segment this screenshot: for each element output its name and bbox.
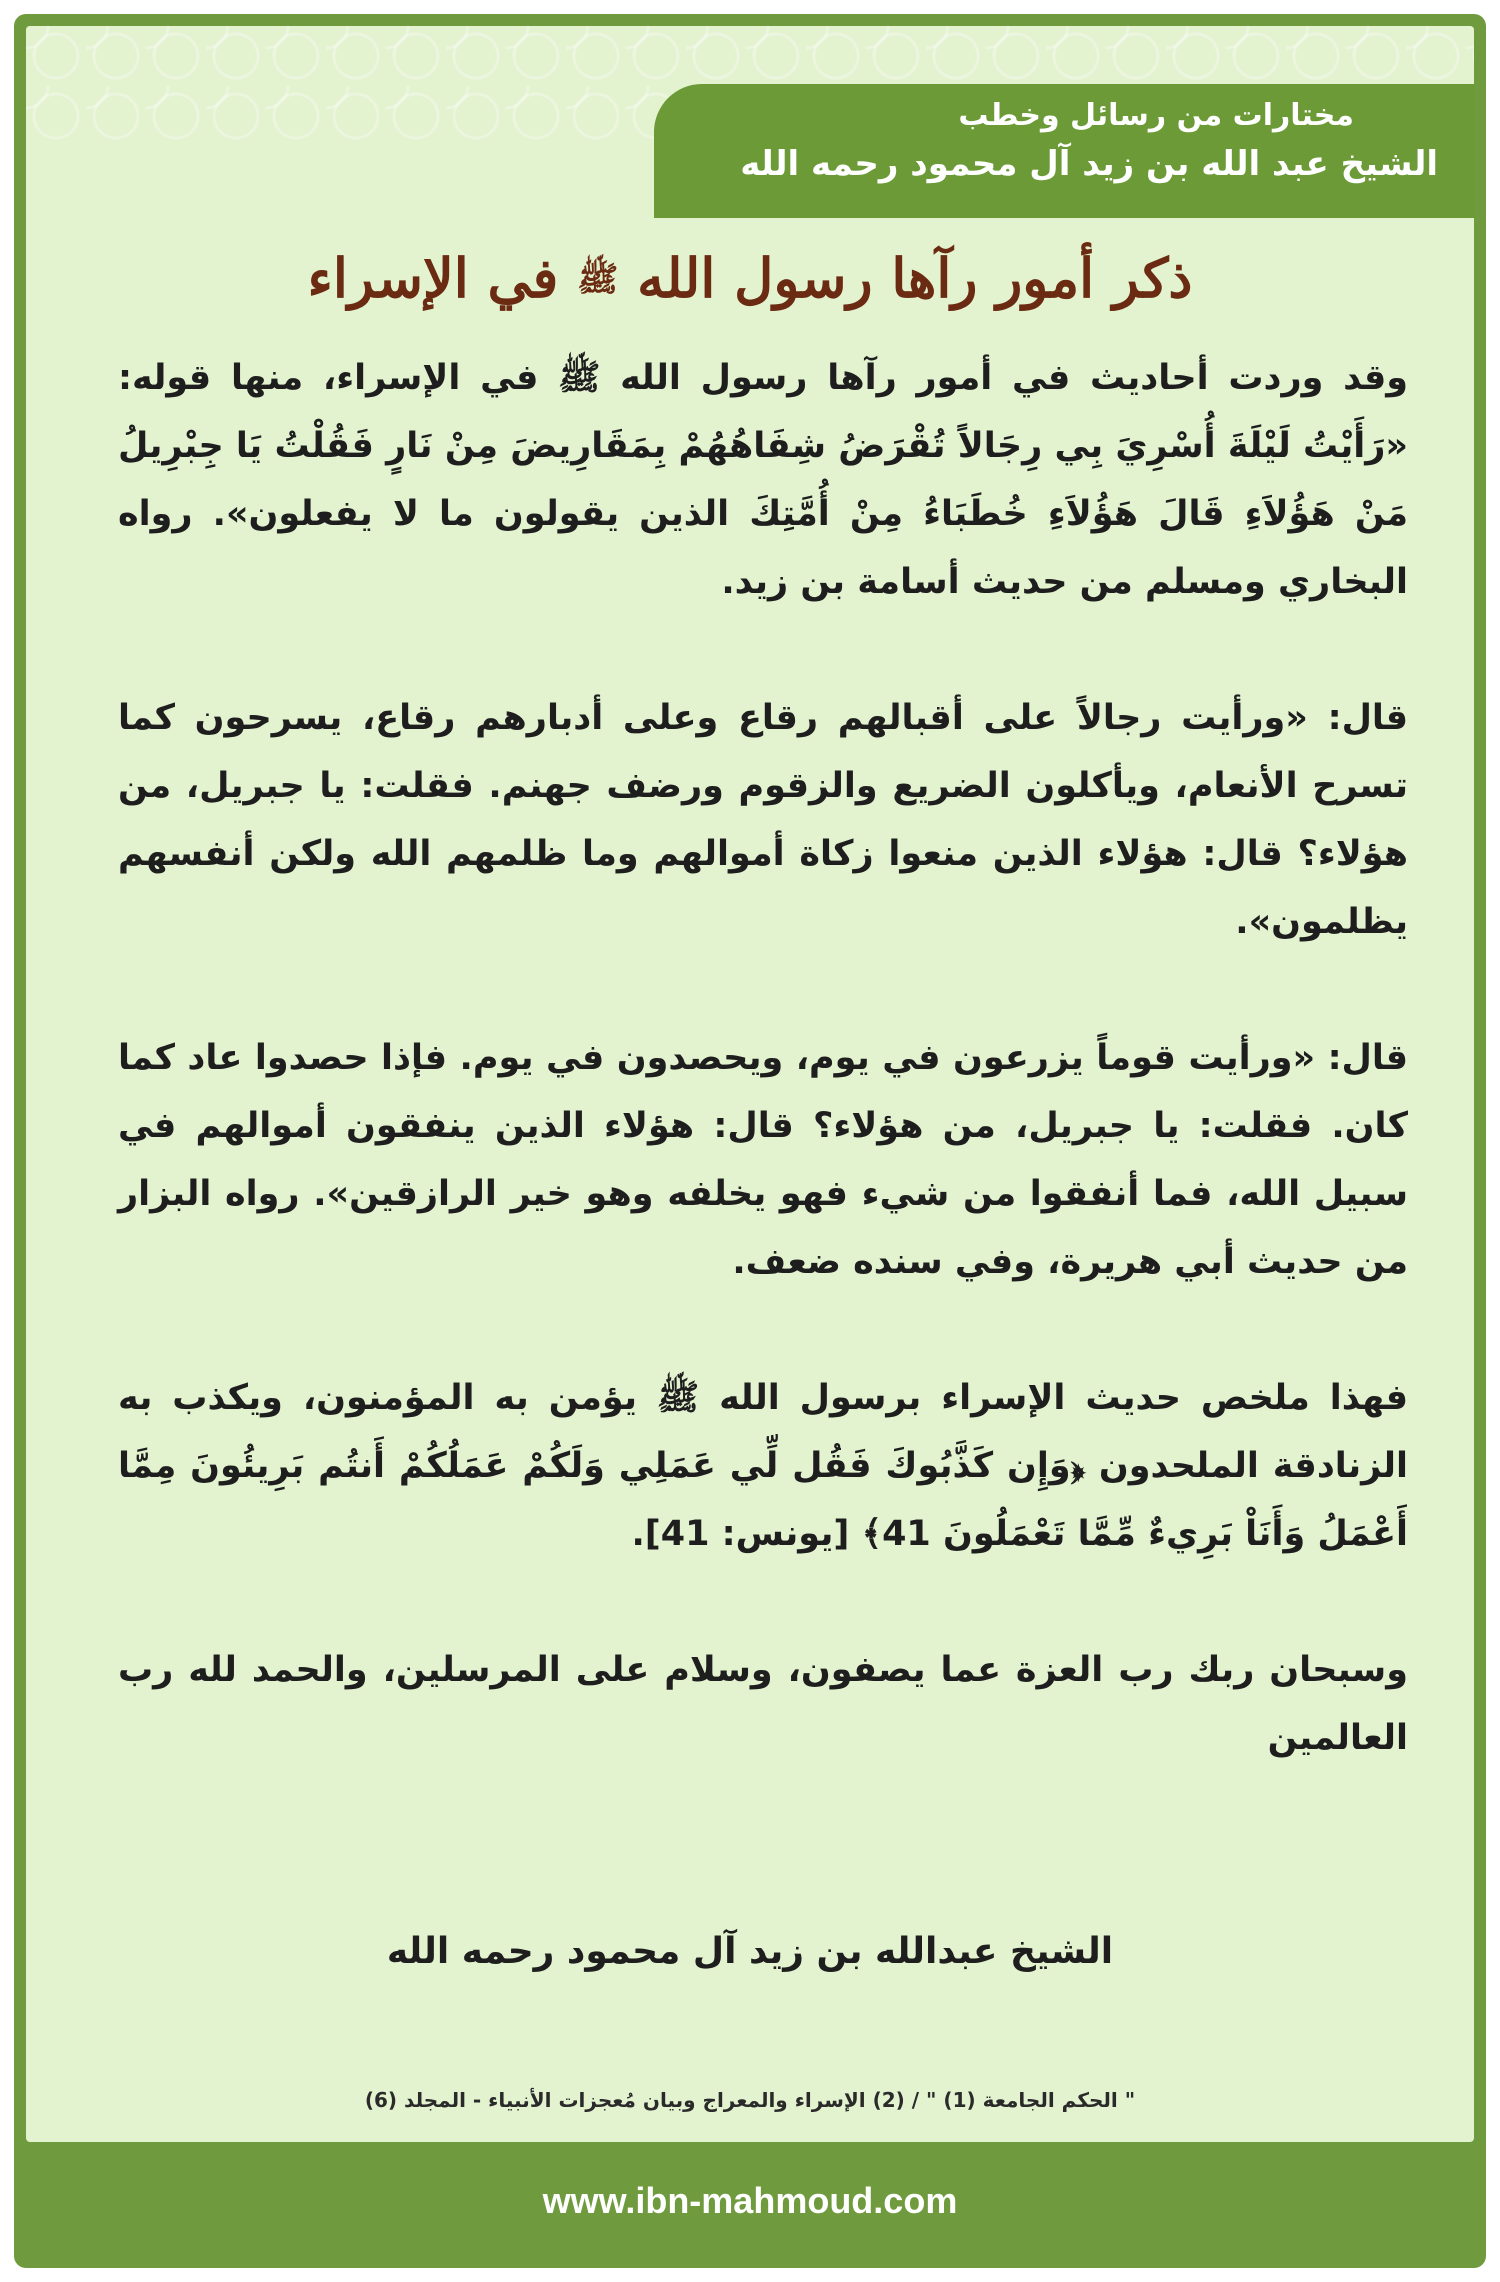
author-signature: الشيخ عبدالله بن زيد آل محمود رحمه الله (386, 1931, 1114, 1972)
series-author: الشيخ عبد الله بن زيد آل محمود رحمه الله (740, 144, 1438, 184)
source-citation: " الحكم الجامعة (1) " / (2) الإسراء والمعراج وبيان مُعجزات الأنبياء - المجلد (6) (364, 2088, 1136, 2112)
article-panel (26, 26, 1474, 2142)
title-text-end: في الإسراء (307, 246, 559, 310)
series-title: مختارات من رسائل وخطب (958, 98, 1354, 133)
paragraph-4: فهذا ملخص حديث الإسراء برسول الله ﷺ يؤمن به المؤمنون، ويكذب به الزنادقة الملحدون ﴿وَإِن كَذَّبُوكَ فَقُل لِّي عَمَلِي وَلَكُمْ عَمَلُكُمْ أَنتُم بَرِيئُونَ مِمَّا أَعْمَلُ وَأَنَاْ بَرِيءٌ مِّمَّا تَعْمَلُونَ 41﴾ [يونس: 41]. (118, 1378, 1408, 1554)
paragraph-2: قال: «ورأيت رجالاً على أقبالهم رقاع وعلى أدبارهم رقاع، يسرحون كما تسرح الأنعام، ويأكلون الضريع والزقوم ورضف جهنم. فقلت: يا جبريل، من هؤلاء؟ قال: هؤلاء الذين منعوا زكاة أموالهم وما ظلمهم الله ولكن أنفسهم يظلمون». (118, 698, 1408, 942)
paragraph-5: وسبحان ربك رب العزة عما يصفون، وسلام على المرسلين، والحمد لله رب العالمين (118, 1650, 1408, 1758)
title-text-start: ذكر أمور رآها رسول الله (637, 246, 1193, 310)
series-header (654, 84, 1474, 218)
website-link[interactable]: www.ibn-mahmoud.com (542, 2180, 958, 2221)
honorific-glyph: ﷺ (577, 259, 619, 300)
article-body (118, 344, 1408, 1772)
paragraph-3: قال: «ورأيت قوماً يزرعون في يوم، ويحصدون في يوم. فإذا حصدوا عاد كما كان. فقلت: يا جبريل، من هؤلاء؟ قال: هؤلاء الذين ينفقون أموالهم في سبيل الله، فما أنفقوا من شيء فهو يخلفه وهو خير الرازقين». رواه البزار من حديث أبي هريرة، وفي سنده ضعف. (118, 1038, 1408, 1282)
paragraph-1: وقد وردت أحاديث في أمور رآها رسول الله ﷺ في الإسراء، منها قوله: «رَأَيْتُ لَيْلَةَ أُسْرِيَ بِي رِجَالاً تُقْرَضُ شِفَاهُهُمْ بِمَقَارِيضَ مِنْ نَارٍ فَقُلْتُ يَا جِبْرِيلُ مَنْ هَؤُلاَءِ قَالَ هَؤُلاَءِ خُطَبَاءُ مِنْ أُمَّتِكَ الذين يقولون ما لا يفعلون». رواه البخاري ومسلم من حديث أسامة بن زيد. (118, 358, 1408, 602)
website-footer (26, 2142, 1474, 2260)
article-title (26, 246, 1474, 310)
